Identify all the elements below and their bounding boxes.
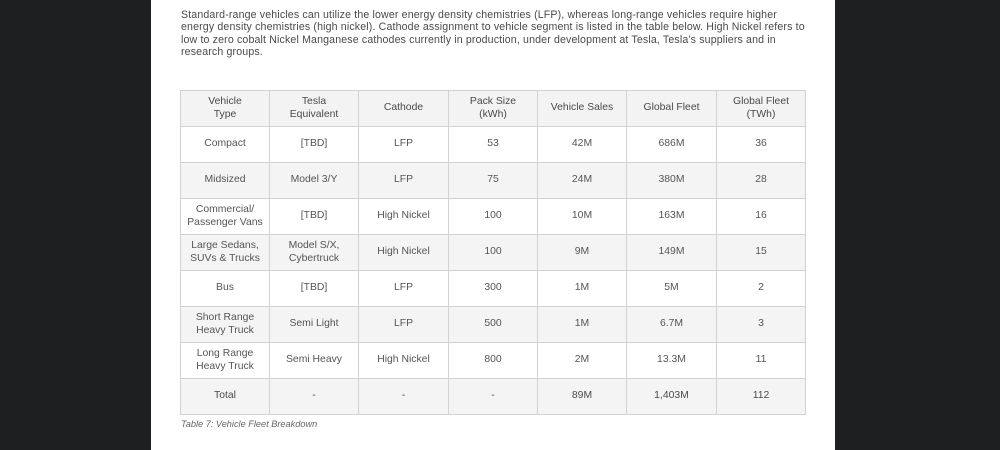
col-header-vehicle-type: Vehicle Type [181, 91, 270, 127]
cell-vehicle-type: Short Range Heavy Truck [181, 307, 270, 343]
cell-cathode: LFP [359, 127, 449, 163]
total-cell-pack-size: - [449, 379, 538, 415]
cell-vehicle-type: Commercial/ Passenger Vans [181, 199, 270, 235]
cell-global-fleet-twh: 36 [717, 127, 806, 163]
cell-global-fleet-twh: 2 [717, 271, 806, 307]
col-header-tesla-equivalent: Tesla Equivalent [270, 91, 359, 127]
cell-cathode: LFP [359, 271, 449, 307]
cell-global-fleet: 13.3M [627, 343, 717, 379]
table-row [181, 343, 806, 379]
cell-pack-size: 100 [449, 199, 538, 235]
cell-vehicle-type: Compact [181, 127, 270, 163]
cell-vehicle-type: Large Sedans, SUVs & Trucks [181, 235, 270, 271]
table-row [181, 127, 806, 163]
table-caption: Table 7: Vehicle Fleet Breakdown [181, 419, 318, 429]
table-row [181, 307, 806, 343]
cell-vehicle-type: Bus [181, 271, 270, 307]
cell-pack-size: 100 [449, 235, 538, 271]
cell-tesla-equivalent: Model 3/Y [270, 163, 359, 199]
cell-pack-size: 300 [449, 271, 538, 307]
total-cell-cathode: - [359, 379, 449, 415]
cell-pack-size: 53 [449, 127, 538, 163]
cell-global-fleet-twh: 15 [717, 235, 806, 271]
cell-global-fleet: 5M [627, 271, 717, 307]
cell-vehicle-type: Midsized [181, 163, 270, 199]
cell-vehicle-sales: 1M [538, 271, 627, 307]
table-header-row [181, 91, 806, 127]
cell-tesla-equivalent: Semi Heavy [270, 343, 359, 379]
cell-vehicle-sales: 9M [538, 235, 627, 271]
cell-tesla-equivalent: [TBD] [270, 199, 359, 235]
total-cell-vehicle-sales: 89M [538, 379, 627, 415]
cell-tesla-equivalent: [TBD] [270, 127, 359, 163]
cell-pack-size: 75 [449, 163, 538, 199]
cell-vehicle-sales: 1M [538, 307, 627, 343]
col-header-vehicle-sales: Vehicle Sales [538, 91, 627, 127]
cell-tesla-equivalent: Model S/X, Cybertruck [270, 235, 359, 271]
col-header-cathode: Cathode [359, 91, 449, 127]
cell-cathode: High Nickel [359, 199, 449, 235]
cell-vehicle-sales: 24M [538, 163, 627, 199]
cell-global-fleet: 6.7M [627, 307, 717, 343]
document-page [151, 0, 835, 450]
cell-pack-size: 800 [449, 343, 538, 379]
cell-global-fleet-twh: 11 [717, 343, 806, 379]
table-row [181, 199, 806, 235]
col-header-pack-size: Pack Size (kWh) [449, 91, 538, 127]
cell-cathode: LFP [359, 307, 449, 343]
total-cell-vehicle-type: Total [181, 379, 270, 415]
cell-cathode: LFP [359, 163, 449, 199]
cell-global-fleet-twh: 28 [717, 163, 806, 199]
vehicle-fleet-table [180, 90, 806, 415]
table-row [181, 271, 806, 307]
cell-global-fleet-twh: 3 [717, 307, 806, 343]
table-row [181, 235, 806, 271]
cell-vehicle-sales: 42M [538, 127, 627, 163]
cell-global-fleet: 149M [627, 235, 717, 271]
intro-paragraph: Standard-range vehicles can utilize the lower energy density chemistries (LFP), whereas long-range vehicles require higher energy density chemistries (high nickel). Cathode assignment to vehicle segment is listed in the table below. High Nickel refers to low to zero cobalt Nickel Manganese cathodes currently in production, under development at Tesla, Tesla’s suppliers and in research groups. [181, 9, 805, 59]
cell-vehicle-type: Long Range Heavy Truck [181, 343, 270, 379]
table-row [181, 163, 806, 199]
cell-vehicle-sales: 2M [538, 343, 627, 379]
cell-global-fleet: 380M [627, 163, 717, 199]
cell-tesla-equivalent: Semi Light [270, 307, 359, 343]
table-total-row [181, 379, 806, 415]
total-cell-global-fleet-twh: 112 [717, 379, 806, 415]
col-header-global-fleet: Global Fleet [627, 91, 717, 127]
cell-global-fleet: 163M [627, 199, 717, 235]
cell-tesla-equivalent: [TBD] [270, 271, 359, 307]
col-header-global-fleet-twh: Global Fleet (TWh) [717, 91, 806, 127]
total-cell-global-fleet: 1,403M [627, 379, 717, 415]
total-cell-tesla-equivalent: - [270, 379, 359, 415]
cell-vehicle-sales: 10M [538, 199, 627, 235]
cell-global-fleet-twh: 16 [717, 199, 806, 235]
cell-pack-size: 500 [449, 307, 538, 343]
cell-global-fleet: 686M [627, 127, 717, 163]
cell-cathode: High Nickel [359, 343, 449, 379]
cell-cathode: High Nickel [359, 235, 449, 271]
